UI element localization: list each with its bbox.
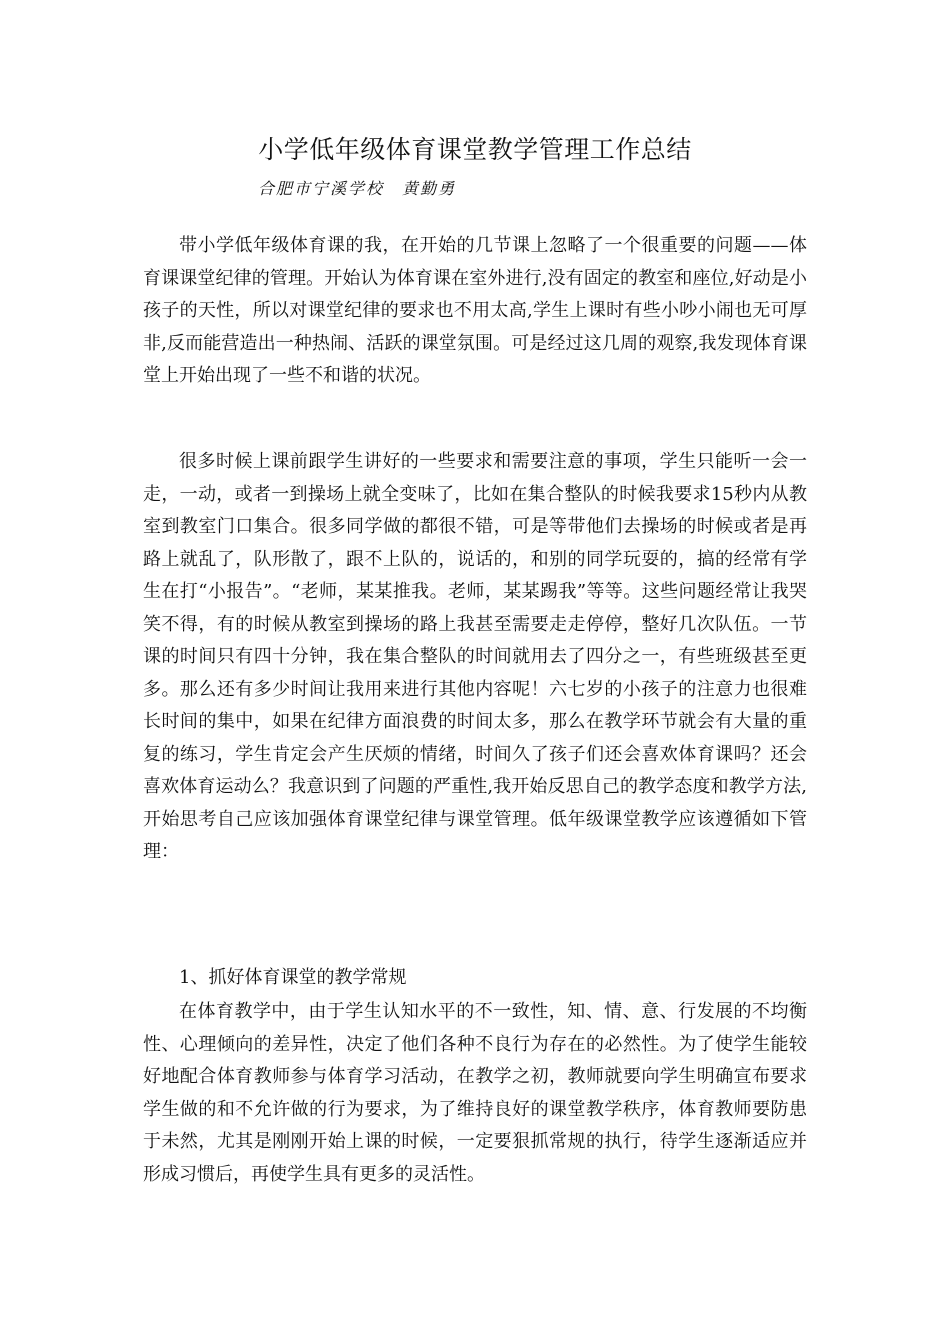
paragraph-problem: 很多时候上课前跟学生讲好的一些要求和需要注意的事项，学生只能听一会一走，一动，或者一到操场上就全变味了，比如在集合整队的时候我要求15秒内从教室到教室门口集合。很多同学做的都很不错，可是等带他们去操场的时候或者是再路上就乱了，队形散了，跟不上队的，说话的，和别的同学玩耍的，搞的经常有学生在打“小报告”。“老师，某某推我。老师，某某踢我”等等。这些问题经常让我哭笑不得，有的时候从教室到操场的路上我甚至需要走走停停，整好几次队伍。一节课的时间只有四十分钟，我在集合整队的时间就用去了四分之一，有些班级甚至更多。那么还有多少时间让我用来进行其他内容呢！六七岁的小孩子的注意力也很难长时间的集中，如果在纪律方面浪费的时间太多，那么在教学环节就会有大量的重复的练习，学生肯定会产生厌烦的情绪，时间久了孩子们还会喜欢体育课吗？还会喜欢体育运动么？我意识到了问题的严重性,我开始反思自己的教学态度和教学方法,开始思考自己应该加强体育课堂纪律与课堂管理。低年级课堂教学应该遵循如下管理： xyxy=(143,451,807,862)
paragraph-section-1: 在体育教学中，由于学生认知水平的不一致性，知、情、意、行发展的不均衡性、心理倾向的差异性，决定了他们各种不良行为存在的必然性。为了使学生能较好地配合体育教师参与体育学习活动，在教学之初，教师就要向学生明确宣布要求学生做的和不允许做的行为要求，为了维持良好的课堂教学秩序，体育教师要防患于未然，尤其是刚刚开始上课的时候，一定要狠抓常规的执行，待学生逐渐适应并形成习惯后，再使学生具有更多的灵活性。 xyxy=(143,1001,807,1185)
section-heading: 1、抓好体育课堂的教学常规 xyxy=(179,967,407,988)
author-line: 合肥市宁溪学校 黄勤勇 xyxy=(258,179,457,198)
document-title: 小学低年级体育课堂教学管理工作总结 xyxy=(258,135,692,164)
paragraph-intro: 带小学低年级体育课的我，在开始的几节课上忽略了一个很重要的问题——体育课课堂纪律的管理。开始认为体育课在室外进行,没有固定的教室和座位,好动是小孩子的天性，所以对课堂纪律的要求也不用太高,学生上课时有些小吵小闹也无可厚非,反而能营造出一种热闹、活跃的课堂氛围。可是经过这几周的观察,我发现体育课堂上开始出现了一些不和谐的状况。 xyxy=(143,235,807,386)
